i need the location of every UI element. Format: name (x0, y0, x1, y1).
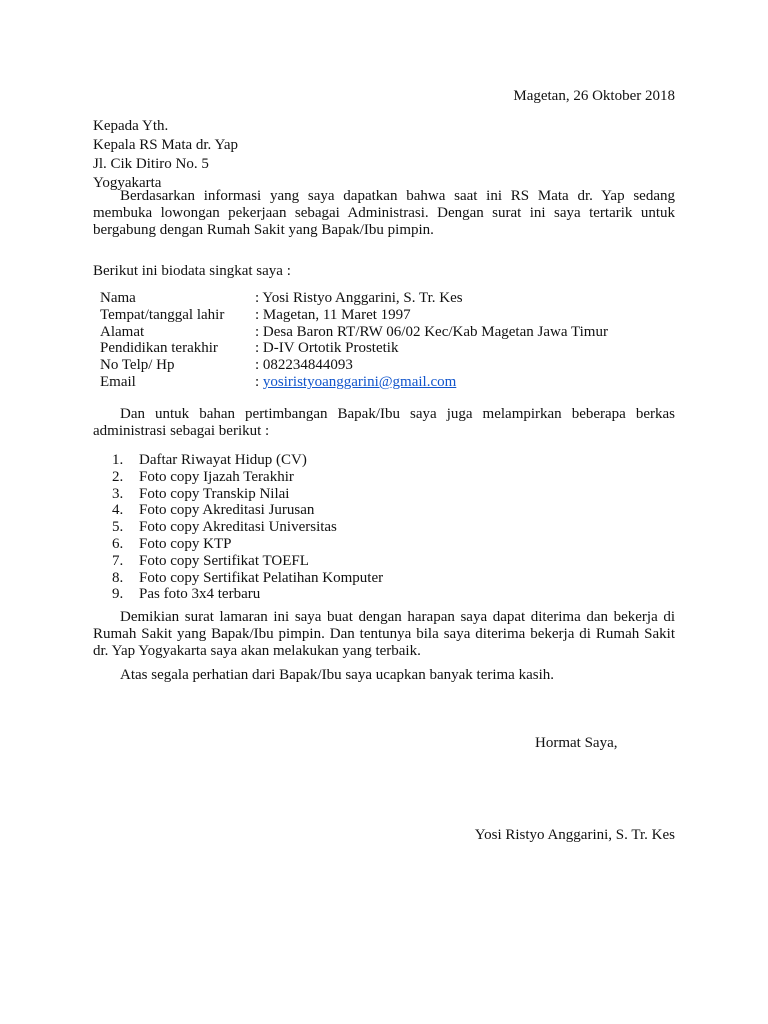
biodata-label: Alamat (100, 323, 145, 340)
list-number: 3. (112, 485, 124, 502)
signer-name: Yosi Ristyo Anggarini, S. Tr. Kes (474, 827, 675, 843)
biodata-row (100, 340, 608, 357)
list-item (112, 502, 383, 519)
biodata-value: : 082234844093 (255, 357, 353, 374)
list-item (112, 486, 383, 503)
list-item (112, 586, 383, 603)
biodata-table (100, 290, 608, 391)
closing-paragraph: Demikian surat lamaran ini saya buat dengan harapan saya dapat diterima dan bekerja di Rumah Sakit yang Bapak/Ibu pimpin. Dan tentunya bila saya diterima bekerja di Rumah Sakit dr. Yap Yogyakarta saya akan melakukan yang terbaik. (93, 609, 675, 659)
attachments-intro: Dan untuk bahan pertimbangan Bapak/Ibu saya juga melampirkan beberapa berkas administrasi sebagai berikut : (93, 406, 675, 439)
thanks-paragraph: Atas segala perhatian dari Bapak/Ibu saya ucapkan banyak terima kasih. (120, 667, 554, 683)
letter-date: Magetan, 26 Oktober 2018 (513, 88, 675, 104)
biodata-row (100, 290, 608, 307)
intro-paragraph: Berdasarkan informasi yang saya dapatkan bahwa saat ini RS Mata dr. Yap sedang membuka lowongan pekerjaan sebagai Administrasi. Dengan surat ini saya tertarik untuk bergabung dengan Rumah Sakit yang Bapak/Ibu pimpin. (93, 188, 675, 238)
recipient-block (93, 118, 238, 194)
email-prefix: : (255, 373, 263, 390)
list-item (112, 519, 383, 536)
list-item-text: Foto copy Sertifikat Pelatihan Komputer (139, 569, 384, 586)
list-item-text: Foto copy KTP (139, 535, 232, 552)
list-number: 8. (112, 569, 124, 586)
list-item-text: Pas foto 3x4 terbaru (139, 586, 261, 603)
recipient-line: Kepala RS Mata dr. Yap (93, 137, 238, 153)
biodata-label: No Telp/ Hp (100, 357, 175, 374)
list-item-text: Foto copy Ijazah Terakhir (139, 468, 294, 485)
biodata-label: Tempat/tanggal lahir (100, 306, 225, 323)
list-number: 7. (112, 552, 124, 569)
list-number: 9. (112, 586, 124, 603)
biodata-value: : Desa Baron RT/RW 06/02 Kec/Kab Magetan Jawa Timur (255, 323, 608, 340)
list-item (112, 536, 383, 553)
list-number: 4. (112, 502, 124, 519)
list-number: 6. (112, 535, 124, 552)
attachments-list (112, 452, 383, 603)
email-link[interactable]: yosiristyoanggarini@gmail.com (262, 373, 457, 390)
biodata-label: Pendidikan terakhir (100, 340, 218, 357)
list-item (112, 469, 383, 486)
list-item (112, 570, 383, 587)
biodata-value: : Magetan, 11 Maret 1997 (255, 306, 411, 323)
biodata-label: Email (100, 373, 136, 390)
biodata-value: : D-IV Ortotik Prostetik (255, 340, 399, 357)
list-item (112, 553, 383, 570)
recipient-line: Jl. Cik Ditiro No. 5 (93, 156, 209, 172)
biodata-value: : Yosi Ristyo Anggarini, S. Tr. Kes (255, 290, 463, 306)
biodata-row-email (100, 374, 608, 391)
biodata-intro: Berikut ini biodata singkat saya : (93, 263, 291, 279)
list-number: 2. (112, 468, 124, 485)
recipient-line: Yogyakarta (93, 175, 162, 191)
biodata-row (100, 307, 608, 324)
biodata-row (100, 324, 608, 341)
list-number: 1. (112, 452, 124, 468)
list-item-text: Foto copy Sertifikat TOEFL (139, 552, 309, 569)
closing-salutation: Hormat Saya, (535, 735, 618, 751)
biodata-row (100, 357, 608, 374)
biodata-value (255, 374, 456, 391)
list-item-text: Daftar Riwayat Hidup (CV) (139, 452, 307, 468)
biodata-label: Nama (100, 290, 136, 306)
list-item (112, 452, 383, 469)
list-item-text: Foto copy Transkip Nilai (139, 485, 290, 502)
list-item-text: Foto copy Akreditasi Jurusan (139, 502, 315, 519)
list-item-text: Foto copy Akreditasi Universitas (139, 519, 337, 536)
recipient-line: Kepada Yth. (93, 118, 169, 134)
list-number: 5. (112, 519, 124, 536)
